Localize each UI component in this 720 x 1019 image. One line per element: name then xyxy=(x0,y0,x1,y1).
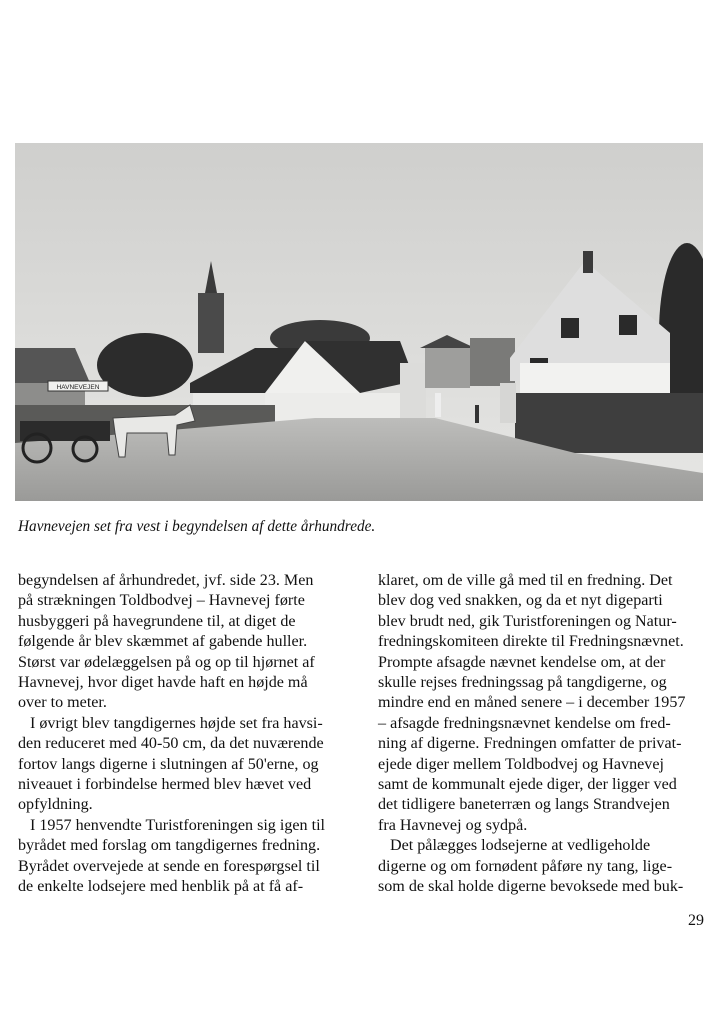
street-sign-text: HAVNEVEJEN xyxy=(56,384,100,391)
church-tower xyxy=(198,293,224,353)
text-line: digerne og om fornødent påføre ny tang, lige- xyxy=(378,857,673,875)
text-line: I øvrigt blev tangdigernes højde set fra havsi- xyxy=(30,714,323,732)
text-line: på strækningen Toldbodvej – Havnevej førte xyxy=(18,592,305,610)
text-line: fortov langs digerne i slutningen af 50'erne, og xyxy=(18,755,319,773)
text-line: Størst var ødelæggelsen på og op til hjørnet af xyxy=(18,653,315,671)
text-line: Det pålægges lodsejerne at vedligeholde xyxy=(390,837,651,855)
window xyxy=(561,318,579,338)
text-line: det tidligere baneterræn og langs Strandvejen xyxy=(378,796,670,814)
tree-group-left xyxy=(97,333,193,397)
text-line: Prompte afsagde nævnet kendelse om, at der xyxy=(378,653,666,671)
text-line: som de skal holde digerne bevoksede med buk- xyxy=(378,878,684,896)
text-line: blev dog ved snakken, og da et nyt digeparti xyxy=(378,592,663,610)
text-line: husbyggeri på havegrundene til, at diget de xyxy=(18,612,296,630)
dike-hedge xyxy=(515,393,703,453)
text-line: Byrådet overvejede at sende en forespørgsel til xyxy=(18,857,320,875)
text-line: følgende år blev skæmmet af gabende huller. xyxy=(18,633,308,651)
text-line: I 1957 henvendte Turistforeningen sig igen til xyxy=(30,816,326,834)
text-line: niveauet i forbindelse hermed blev hævet ved xyxy=(18,776,312,794)
photo-caption: Havnevejen set fra vest i begyndelsen af dette århundrede. xyxy=(18,518,376,535)
text-line: blev brudt ned, gik Turistforeningen og Natur- xyxy=(378,612,677,630)
text-column-left xyxy=(18,571,348,898)
text-line: mindre end en måned senere – i december 1957 xyxy=(378,694,686,712)
horse-cart xyxy=(20,421,110,441)
text-line: – afsagde fredningsnævnet kendelse om fred- xyxy=(378,714,671,732)
historical-photograph xyxy=(15,143,703,501)
text-line: fredningskomiteen direkte til Fredningsnævnet. xyxy=(378,633,684,651)
text-line: de enkelte lodsejere med henblik på at få af- xyxy=(18,878,304,896)
text-line: samt de kommunalt ejede diger, der ligger ved xyxy=(378,776,677,794)
page-number: 29 xyxy=(688,912,704,929)
text-line: byrådet med forslag om tangdigernes fredning. xyxy=(18,837,321,855)
text-line: ning af digerne. Fredningen omfatter de privat- xyxy=(378,735,682,753)
text-line: opfyldning. xyxy=(18,796,93,814)
text-line: ejede diger mellem Toldbodvej og Havnevej xyxy=(378,755,664,773)
text-line: skulle rejses fredningssag på tangdigerne, og xyxy=(378,674,667,692)
text-column-right xyxy=(378,571,708,898)
text-line: fra Havnevej og sydpå. xyxy=(378,816,528,834)
text-line: Havnevej, hvor diget havde haft en højde må xyxy=(18,674,308,692)
text-line: over to meter. xyxy=(18,694,107,712)
window xyxy=(619,315,637,335)
text-line: begyndelsen af århundredet, jvf. side 23. Men xyxy=(18,572,314,589)
text-line: den reduceret med 40-50 cm, da det nuværende xyxy=(18,735,324,753)
text-line: klaret, om de ville gå med til en fredning. Det xyxy=(378,572,673,589)
